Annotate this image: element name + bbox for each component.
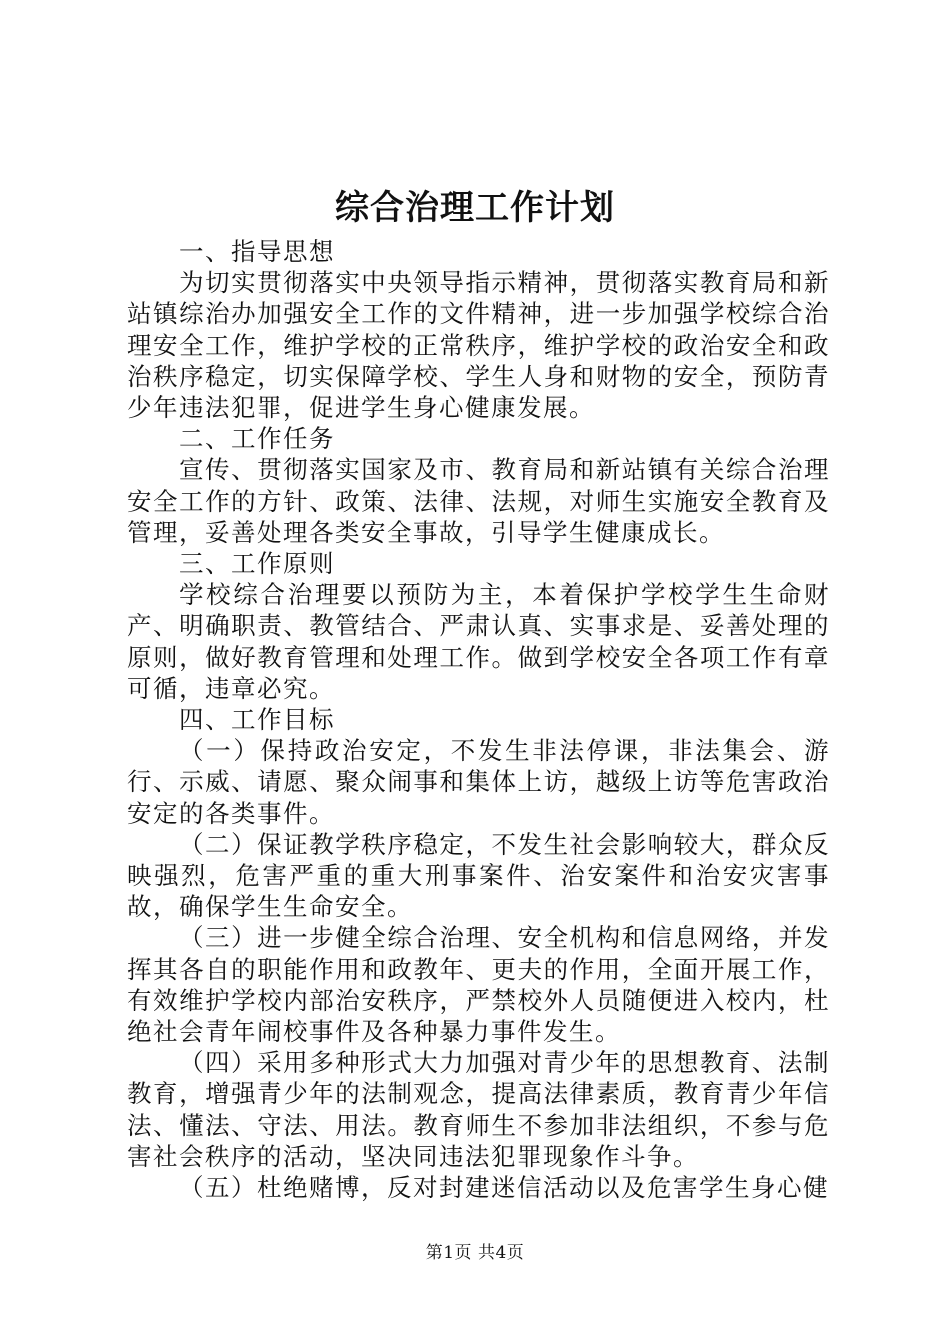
goal-item-4: （四）采用多种形式大力加强对青少年的思想教育、法制教育，增强青少年的法制观念，提高法律素质，教育青少年信法、懂法、守法、用法。教育师生不参加非法组织，不参与危害社会秩序的活动，坚决同违法犯罪现象作斗争。	[127, 1048, 830, 1171]
section-heading-guiding-thought: 一、指导思想	[179, 237, 335, 266]
document-body	[127, 236, 830, 1203]
goal-item-3: （三）进一步健全综合治理、安全机构和信息网络，并发挥其各自的职能作用和政教年、更夫的作用，全面开展工作，有效维护学校内部治安秩序，严禁校外人员随便进入校内，杜绝社会青年闹校事件及各种暴力事件发生。	[127, 923, 830, 1047]
paragraph-guiding-thought: 为切实贯彻落实中央领导指示精神，贯彻落实教育局和新站镇综治办加强安全工作的文件精神，进一步加强学校综合治理安全工作，维护学校的正常秩序，维护学校的政治安全和政治秩序稳定，切实保障学校、学生人身和财物的安全，预防青少年违法犯罪，促进学生身心健康发展。	[127, 268, 830, 423]
section-heading-work-goals: 四、工作目标	[179, 705, 335, 735]
document-title: 综合治理工作计划	[335, 188, 615, 228]
page-footer: 第1页 共4页	[425, 1243, 525, 1263]
paragraph-work-tasks: 宣传、贯彻落实国家及市、教育局和新站镇有关综合治理安全工作的方针、政策、法律、法规，对师生实施安全教育及管理，妥善处理各类安全事故，引导学生健康成长。	[127, 455, 830, 547]
goal-item-5: （五）杜绝赌博，反对封建迷信活动以及危害学生身心健	[179, 1173, 829, 1203]
section-heading-work-principles: 三、工作原则	[179, 549, 335, 579]
paragraph-work-principles: 学校综合治理要以预防为主，本着保护学校学生生命财产、明确职责、教管结合、严肃认真、实事求是、妥善处理的原则，做好教育管理和处理工作。做到学校安全各项工作有章可循，违章必究。	[127, 580, 830, 703]
section-heading-work-tasks: 二、工作任务	[179, 424, 335, 454]
goal-item-1: （一）保持政治安定，不发生非法停课，非法集会、游行、示威、请愿、聚众闹事和集体上访，越级上访等危害政治安定的各类事件。	[127, 736, 830, 828]
goal-item-2: （二）保证教学秩序稳定，不发生社会影响较大，群众反映强烈，危害严重的重大刑事案件、治安案件和治安灾害事故，确保学生生命安全。	[127, 829, 830, 922]
